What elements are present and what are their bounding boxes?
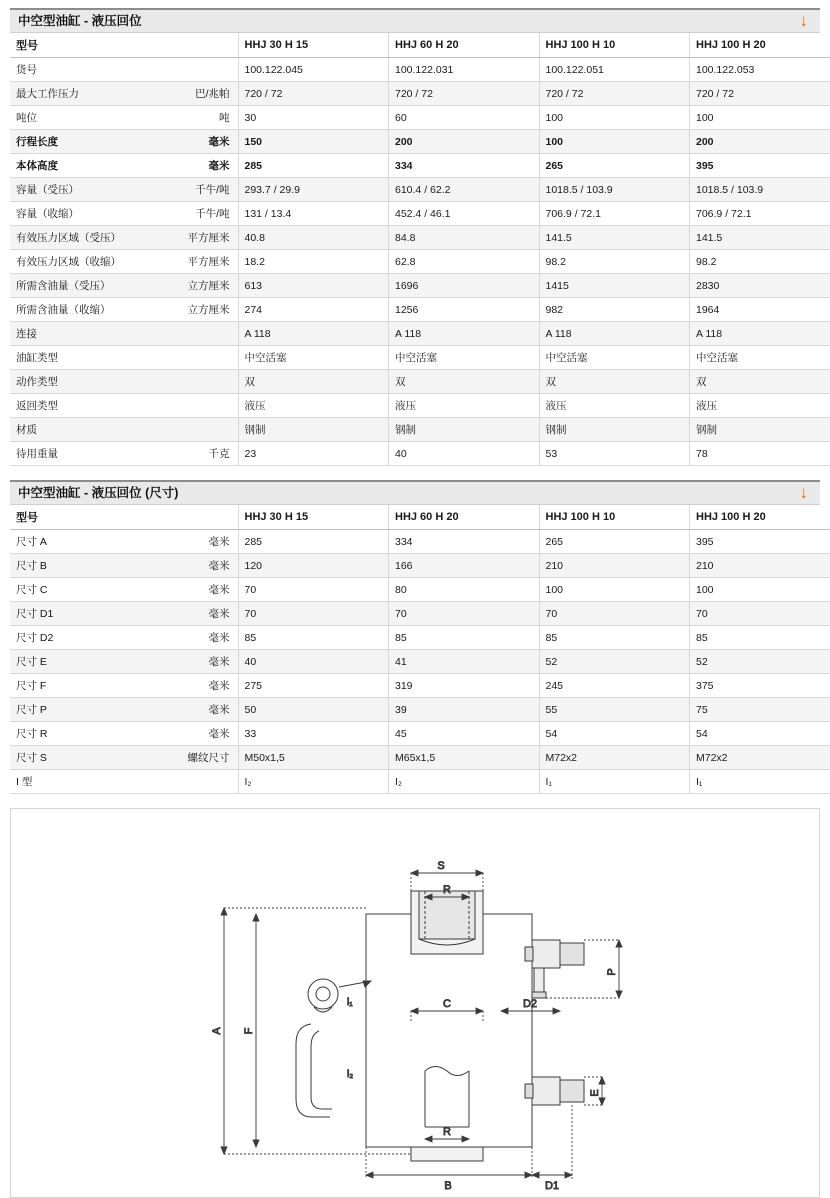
row-unit: 千克	[160, 442, 238, 466]
cell-value: 33	[238, 722, 389, 746]
row-unit: 毫米	[160, 626, 238, 650]
table-row	[10, 370, 830, 394]
row-label: 货号	[10, 58, 160, 82]
row-unit: 螺纹尺寸	[160, 746, 238, 770]
down-arrow-icon: ↓	[800, 11, 809, 31]
table-row	[10, 226, 830, 250]
row-unit: 毫米	[160, 130, 238, 154]
cell-value: I₂	[389, 770, 540, 794]
cell-value: 钢制	[690, 418, 830, 442]
cell-value: 293.7 / 29.9	[238, 178, 389, 202]
cell-value: 982	[539, 298, 690, 322]
dim-label-d1: D1	[545, 1180, 559, 1192]
row-unit: 毫米	[160, 722, 238, 746]
row-unit: 千牛/吨	[160, 202, 238, 226]
cell-value: 210	[539, 554, 690, 578]
cylinder-drawing-svg	[11, 809, 819, 1195]
row-label: 容量（收缩）	[10, 202, 160, 226]
cell-value: 210	[690, 554, 830, 578]
table-row	[10, 626, 830, 650]
cell-value: 18.2	[238, 250, 389, 274]
row-label: 本体高度	[10, 154, 160, 178]
cell-value: 720 / 72	[539, 82, 690, 106]
table-header-row	[10, 33, 830, 58]
cell-value: 610.4 / 62.2	[389, 178, 540, 202]
section-specifications	[10, 8, 820, 466]
cell-value: 50	[238, 698, 389, 722]
cell-value: 100.122.053	[690, 58, 830, 82]
row-unit	[160, 394, 238, 418]
row-label: 尺寸 E	[10, 650, 160, 674]
cell-value: 720 / 72	[690, 82, 830, 106]
column-header-hhj100h20: HHJ 100 H 20	[690, 33, 830, 58]
row-label: 尺寸 P	[10, 698, 160, 722]
row-label: 材质	[10, 418, 160, 442]
table-row	[10, 530, 830, 554]
cell-value: 53	[539, 442, 690, 466]
dimensions-table	[10, 505, 830, 794]
cell-value: 中空活塞	[539, 346, 690, 370]
cell-value: 1018.5 / 103.9	[539, 178, 690, 202]
table-row	[10, 322, 830, 346]
table-row	[10, 106, 830, 130]
row-unit: 吨	[160, 106, 238, 130]
table-row	[10, 442, 830, 466]
row-unit: 毫米	[160, 530, 238, 554]
table-row	[10, 202, 830, 226]
cell-value: 100.122.051	[539, 58, 690, 82]
cell-value: 54	[690, 722, 830, 746]
cell-value: 334	[389, 530, 540, 554]
cell-value: 液压	[539, 394, 690, 418]
down-arrow-icon: ↓	[800, 483, 809, 503]
section-header-dimensions	[10, 480, 820, 505]
cell-value: 98.2	[690, 250, 830, 274]
table-row	[10, 418, 830, 442]
row-unit: 毫米	[160, 578, 238, 602]
column-header-hhj30h15: HHJ 30 H 15	[238, 33, 389, 58]
cell-value: I₁	[690, 770, 830, 794]
cell-value: 23	[238, 442, 389, 466]
dim-label-c: C	[443, 998, 451, 1010]
row-unit: 毫米	[160, 154, 238, 178]
row-label: 尺寸 B	[10, 554, 160, 578]
row-unit: 毫米	[160, 674, 238, 698]
row-label: 行程长度	[10, 130, 160, 154]
row-label: 待用重量	[10, 442, 160, 466]
dim-label-s: S	[437, 860, 444, 872]
cell-value: 613	[238, 274, 389, 298]
cell-value: 中空活塞	[389, 346, 540, 370]
cell-value: 274	[238, 298, 389, 322]
cell-value: 100	[539, 106, 690, 130]
dim-label-p: P	[606, 968, 618, 975]
cell-value: A 118	[389, 322, 540, 346]
cell-value: 40.8	[238, 226, 389, 250]
table-row	[10, 82, 830, 106]
cell-value: 706.9 / 72.1	[539, 202, 690, 226]
dim-label-r-top: R	[443, 884, 451, 896]
cell-value: M72x2	[539, 746, 690, 770]
cell-value: 30	[238, 106, 389, 130]
cell-value: 钢制	[539, 418, 690, 442]
cell-value: M65x1,5	[389, 746, 540, 770]
row-unit	[160, 58, 238, 82]
cell-value: 1256	[389, 298, 540, 322]
row-label: 所需含油量（收缩）	[10, 298, 160, 322]
column-header-hhj100h10: HHJ 100 H 10	[539, 33, 690, 58]
cell-value: 100.122.045	[238, 58, 389, 82]
cell-value: 319	[389, 674, 540, 698]
cell-value: 1415	[539, 274, 690, 298]
cell-value: 334	[389, 154, 540, 178]
row-unit: 毫米	[160, 698, 238, 722]
table-row	[10, 722, 830, 746]
row-unit: 平方厘米	[160, 250, 238, 274]
dim-label-e: E	[589, 1089, 601, 1096]
cell-value: 1018.5 / 103.9	[690, 178, 830, 202]
cell-value: 双	[690, 370, 830, 394]
column-header-hhj60h20: HHJ 60 H 20	[389, 505, 540, 530]
row-label: I 型	[10, 770, 160, 794]
cell-value: 100	[539, 130, 690, 154]
cell-value: 85	[539, 626, 690, 650]
column-header-model: 型号	[10, 33, 160, 58]
dim-label-l2: l₂	[347, 1069, 353, 1080]
cell-value: 275	[238, 674, 389, 698]
row-label: 有效压力区域（收缩）	[10, 250, 160, 274]
cell-value: 液压	[238, 394, 389, 418]
row-label: 尺寸 A	[10, 530, 160, 554]
table-row	[10, 674, 830, 698]
cell-value: 452.4 / 46.1	[389, 202, 540, 226]
cell-value: 100.122.031	[389, 58, 540, 82]
row-unit: 平方厘米	[160, 226, 238, 250]
column-header-unit	[160, 33, 238, 58]
row-label: 容量（受压）	[10, 178, 160, 202]
row-unit: 毫米	[160, 602, 238, 626]
row-label: 所需含油量（受压）	[10, 274, 160, 298]
cell-value: 70	[690, 602, 830, 626]
cell-value: M50x1,5	[238, 746, 389, 770]
cell-value: 285	[238, 530, 389, 554]
cell-value: 41	[389, 650, 540, 674]
row-unit	[160, 370, 238, 394]
cell-value: I₂	[238, 770, 389, 794]
cell-value: 395	[690, 530, 830, 554]
cell-value: 706.9 / 72.1	[690, 202, 830, 226]
cell-value: 141.5	[690, 226, 830, 250]
cell-value: 98.2	[539, 250, 690, 274]
cell-value: M72x2	[690, 746, 830, 770]
cell-value: 100	[539, 578, 690, 602]
cell-value: 钢制	[238, 418, 389, 442]
dim-label-d2: D2	[523, 998, 537, 1010]
cell-value: 100	[690, 106, 830, 130]
cell-value: 45	[389, 722, 540, 746]
row-label: 最大工作压力	[10, 82, 160, 106]
row-label: 返回类型	[10, 394, 160, 418]
cell-value: 375	[690, 674, 830, 698]
cell-value: 54	[539, 722, 690, 746]
cell-value: 70	[238, 602, 389, 626]
row-unit: 千牛/吨	[160, 178, 238, 202]
cell-value: 84.8	[389, 226, 540, 250]
cell-value: 40	[238, 650, 389, 674]
row-label: 尺寸 D1	[10, 602, 160, 626]
cell-value: 200	[389, 130, 540, 154]
table-row	[10, 250, 830, 274]
cell-value: 78	[690, 442, 830, 466]
row-label: 连接	[10, 322, 160, 346]
cell-value: 1964	[690, 298, 830, 322]
row-label: 尺寸 R	[10, 722, 160, 746]
cell-value: 85	[238, 626, 389, 650]
cell-value: A 118	[539, 322, 690, 346]
cell-value: 200	[690, 130, 830, 154]
dim-label-a: A	[211, 1027, 223, 1035]
section-title: 中空型油缸 - 液压回位 (尺寸)	[18, 486, 178, 500]
row-unit: 立方厘米	[160, 298, 238, 322]
cell-value: 720 / 72	[389, 82, 540, 106]
row-label: 尺寸 S	[10, 746, 160, 770]
row-label: 尺寸 D2	[10, 626, 160, 650]
column-header-hhj30h15: HHJ 30 H 15	[238, 505, 389, 530]
column-header-hhj60h20: HHJ 60 H 20	[389, 33, 540, 58]
cell-value: 395	[690, 154, 830, 178]
cell-value: 265	[539, 154, 690, 178]
row-unit: 立方厘米	[160, 274, 238, 298]
dim-label-f: F	[243, 1027, 255, 1034]
row-label: 动作类型	[10, 370, 160, 394]
cell-value: I₁	[539, 770, 690, 794]
row-label: 吨位	[10, 106, 160, 130]
dim-label-l1: l₁	[347, 997, 353, 1008]
column-header-unit	[160, 505, 238, 530]
cell-value: 55	[539, 698, 690, 722]
cell-value: 75	[690, 698, 830, 722]
row-unit: 毫米	[160, 554, 238, 578]
cell-value: 液压	[389, 394, 540, 418]
cell-value: 150	[238, 130, 389, 154]
cell-value: A 118	[690, 322, 830, 346]
cell-value: 141.5	[539, 226, 690, 250]
column-header-hhj100h20: HHJ 100 H 20	[690, 505, 830, 530]
cell-value: 中空活塞	[238, 346, 389, 370]
cell-value: 131 / 13.4	[238, 202, 389, 226]
table-row	[10, 178, 830, 202]
table-header-row	[10, 505, 830, 530]
table-row	[10, 346, 830, 370]
cell-value: 52	[690, 650, 830, 674]
table-row	[10, 394, 830, 418]
cell-value: 40	[389, 442, 540, 466]
table-row	[10, 274, 830, 298]
cell-value: 265	[539, 530, 690, 554]
technical-drawing	[10, 808, 820, 1198]
cell-value: 80	[389, 578, 540, 602]
cell-value: A 118	[238, 322, 389, 346]
row-unit	[160, 770, 238, 794]
cell-value: 双	[389, 370, 540, 394]
cell-value: 120	[238, 554, 389, 578]
table-row	[10, 602, 830, 626]
cell-value: 720 / 72	[238, 82, 389, 106]
row-unit: 毫米	[160, 650, 238, 674]
table-row	[10, 554, 830, 578]
table-row	[10, 298, 830, 322]
cell-value: 39	[389, 698, 540, 722]
table-row	[10, 770, 830, 794]
column-header-hhj100h10: HHJ 100 H 10	[539, 505, 690, 530]
cell-value: 1696	[389, 274, 540, 298]
cell-value: 液压	[690, 394, 830, 418]
cell-value: 62.8	[389, 250, 540, 274]
cell-value: 85	[389, 626, 540, 650]
cell-value: 钢制	[389, 418, 540, 442]
table-row	[10, 746, 830, 770]
row-unit	[160, 346, 238, 370]
cell-value: 70	[238, 578, 389, 602]
cell-value: 70	[389, 602, 540, 626]
row-unit	[160, 418, 238, 442]
cell-value: 双	[539, 370, 690, 394]
table-row	[10, 578, 830, 602]
cell-value: 166	[389, 554, 540, 578]
table-row	[10, 58, 830, 82]
cell-value: 中空活塞	[690, 346, 830, 370]
specifications-table	[10, 33, 830, 466]
row-label: 有效压力区域（受压）	[10, 226, 160, 250]
table-row	[10, 650, 830, 674]
table-row	[10, 698, 830, 722]
cell-value: 70	[539, 602, 690, 626]
row-label: 尺寸 C	[10, 578, 160, 602]
column-header-model: 型号	[10, 505, 160, 530]
section-title: 中空型油缸 - 液压回位	[18, 14, 142, 28]
table-row	[10, 130, 830, 154]
section-header-specifications	[10, 8, 820, 33]
row-label: 尺寸 F	[10, 674, 160, 698]
table-row	[10, 154, 830, 178]
row-unit: 巴/兆帕	[160, 82, 238, 106]
row-unit	[160, 322, 238, 346]
cell-value: 100	[690, 578, 830, 602]
row-label: 油缸类型	[10, 346, 160, 370]
section-dimensions	[10, 480, 820, 794]
cell-value: 2830	[690, 274, 830, 298]
cell-value: 60	[389, 106, 540, 130]
dim-label-b: B	[444, 1180, 451, 1192]
cell-value: 85	[690, 626, 830, 650]
cell-value: 285	[238, 154, 389, 178]
cell-value: 双	[238, 370, 389, 394]
cell-value: 245	[539, 674, 690, 698]
cell-value: 52	[539, 650, 690, 674]
dim-label-r-bottom: R	[443, 1126, 451, 1138]
